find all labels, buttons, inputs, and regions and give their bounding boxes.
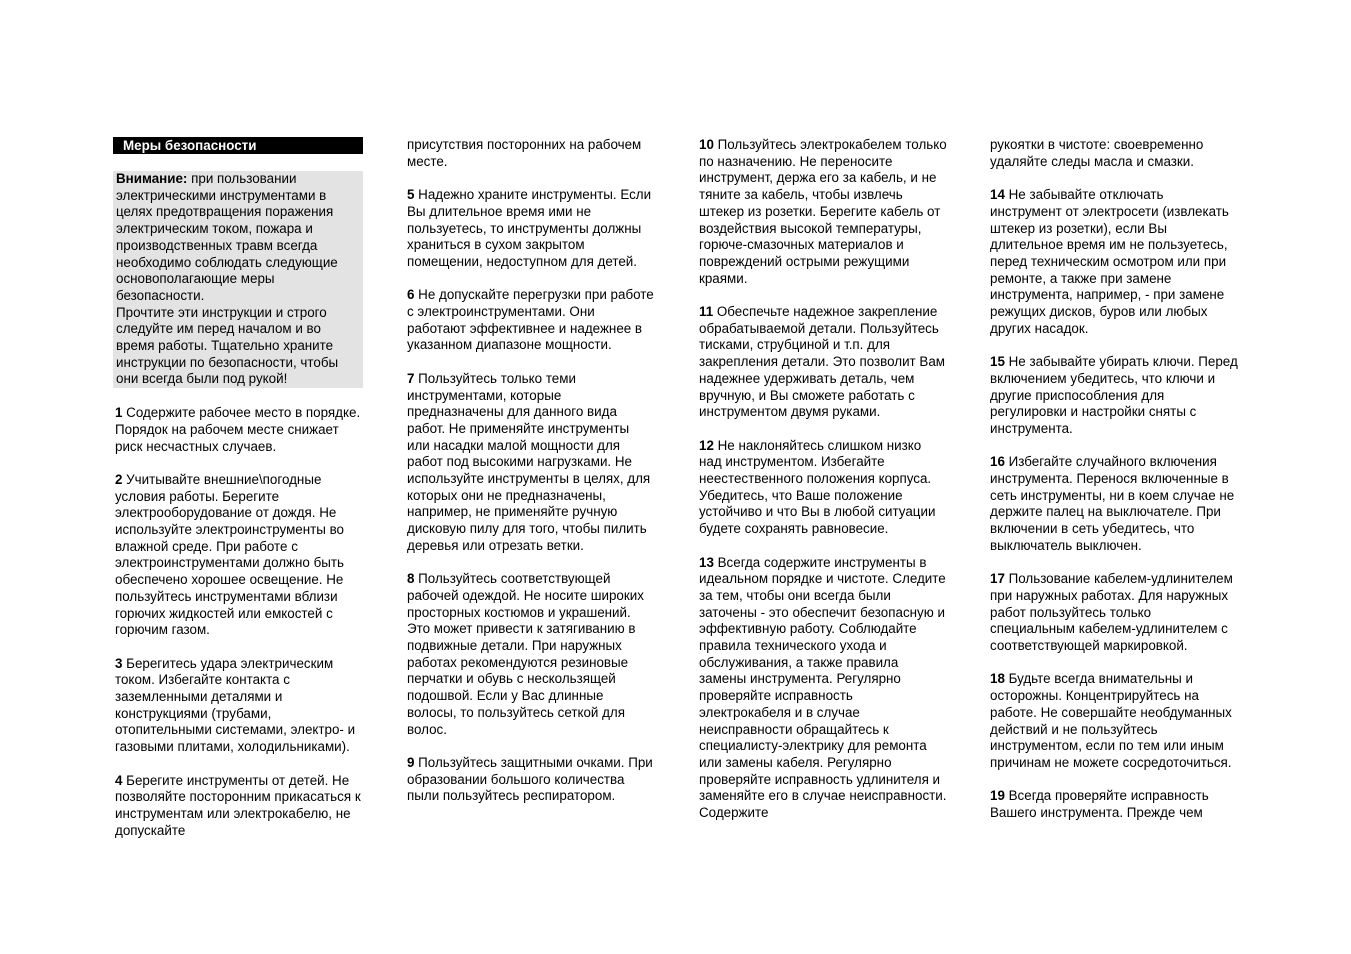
item-number: 2 (115, 471, 123, 487)
item-text: Пользуйтесь только теми инструментами, которые предназначены для данного вида работ. Не применяйте инструменты или насадки малой мощности для работ под высокими нагрузками. Не используйте инструменты в целях, для которых они не предназначены, например, не применяйте ручную дисковую пилу для того, чтобы пилить деревья или отрезать ветки. (407, 370, 651, 553)
safety-item-13-continued (988, 137, 1238, 170)
safety-item-1 (113, 405, 363, 455)
item-text: Пользуйтесь соответствующей рабочей одеждой. Не носите широких просторных костюмов и украшений. Это может привести к затягиванию в подвижные детали. При наружных работах рекомендуются резиновые перчатки и обувь с нескользящей подошвой. Если у Вас длинные волосы, то пользуйтесь сеткой для волос. (407, 571, 644, 737)
safety-item-2 (113, 472, 363, 639)
warning-paragraph (116, 171, 360, 305)
item-number: 6 (407, 287, 415, 303)
item-number: 18 (990, 671, 1005, 687)
item-text: Пользуйтесь электрокабелем только по назначению. Не переносите инструмент, держа его за кабель, и не тяните за кабель, чтобы извлечь штекер из розетки. Берегите кабель от воздействия высокой температуры, горюче-смазочных материалов и повреждений острыми режущими краями. (699, 137, 947, 286)
safety-item-3 (113, 656, 363, 756)
section-title: Меры безопасности (113, 137, 363, 154)
column-1 (113, 137, 363, 856)
item-number: 11 (699, 304, 714, 320)
item-number: 4 (115, 772, 123, 788)
safety-item-9 (405, 755, 655, 805)
safety-item-5 (405, 187, 655, 271)
item-text: присутствия посторонних на рабочем месте. (407, 137, 642, 169)
item-text: Содержите рабочее место в порядке. Порядок на рабочем месте снижает риск несчастных случаев. (115, 405, 361, 454)
column-4 (988, 137, 1238, 838)
item-number: 3 (115, 655, 123, 671)
item-text: Обеспечьте надежное закрепление обрабатываемой детали. Пользуйтесь тисками, струбциной и т.п. для закрепления детали. Это позволит Вам надежнее удерживать деталь, чем вручную, и Вы сможете работать с инструментом двумя руками. (699, 304, 945, 420)
item-number: 16 (990, 454, 1005, 470)
safety-item-13 (697, 555, 947, 822)
item-text: Надежно храните инструменты. Если Вы длительное время ими не пользуетесь, то инструменты должны храниться в сухом закрытом помещении, недоступном для детей. (407, 187, 652, 269)
safety-item-15 (988, 354, 1238, 438)
safety-item-8 (405, 571, 655, 738)
safety-item-11 (697, 304, 947, 421)
item-number: 14 (990, 187, 1005, 203)
item-text: Берегитесь удара электрическим током. Избегайте контакта с заземленными деталями и конструкциями (трубами, отопительными системами, электро- и газовыми плитами, холодильниками). (115, 655, 356, 755)
column-3 (697, 137, 947, 838)
item-text: Всегда содержите инструменты в идеальном порядке и чистоте. Следите за тем, чтобы они всегда были заточены - это обеспечит безопасную и эффективную работу. Соблюдайте правила технического ухода и обслуживания, а также правила замены инструмента. Регулярно проверяйте исправность электрокабеля и в случае неисправности обращайтесь к специалисту-электрику для ремонта или замены кабеля. Регулярно проверяйте исправность удлинителя и заменяйте его в случае неисправности. Содержите (699, 554, 947, 821)
item-number: 15 (990, 354, 1005, 370)
safety-item-4-continued (405, 137, 655, 170)
warning-text: при пользовании электрическими инструментами в целях предотвращения поражения электрическим током, пожара и производственных травм всегда необходимо соблюдать следующие основополагающие меры безопасности. (116, 171, 338, 303)
item-text: Будьте всегда внимательны и осторожны. Концентрируйтесь на работе. Не совершайте необдуманных действий и не пользуйтесь инструментом, если по тем или иным причинам не можете сосредоточиться. (990, 671, 1232, 770)
safety-item-19 (988, 788, 1238, 821)
safety-item-12 (697, 438, 947, 538)
item-text: Пользование кабелем-удлинителем при наружных работах. Для наружных работ пользуйтесь только специальным кабелем-удлинителем с соответствующей маркировкой. (990, 571, 1233, 654)
item-number: 12 (699, 437, 714, 453)
safety-item-17 (988, 571, 1238, 655)
item-number: 9 (407, 754, 415, 770)
item-text: Всегда проверяйте исправность Вашего инструмента. Прежде чем (990, 788, 1209, 821)
safety-item-14 (988, 187, 1238, 337)
item-number: 17 (990, 571, 1005, 587)
item-text: рукоятки в чистоте: своевременно удаляйте следы масла и смазки. (990, 137, 1204, 169)
safety-item-4 (113, 773, 363, 840)
item-text: Избегайте случайного включения инструмента. Перенося включенные в сеть инструменты, ни в коем случае не держите палец на выключателе. При включении в сеть убедитесь, что выключатель выключен. (990, 454, 1235, 553)
item-number: 1 (115, 405, 123, 421)
safety-item-16 (988, 454, 1238, 554)
item-number: 19 (990, 788, 1005, 804)
item-text: Не допускайте перегрузки при работе с электроинструментами. Они работают эффективнее и надежнее в указанном диапазоне мощности. (407, 287, 654, 353)
item-text: Не забывайте отключать инструмент от электросети (извлекать штекер из розетки), если Вы длительное время им не пользуетесь, перед техническим осмотром или при ремонте, а также при замене инструмента, например, - при замене режущих дисков, буров или любых других насадок. (990, 187, 1229, 336)
item-number: 13 (699, 554, 714, 570)
safety-item-18 (988, 671, 1238, 771)
item-number: 8 (407, 571, 415, 587)
column-2 (405, 137, 655, 822)
safety-item-10 (697, 137, 947, 287)
item-text: Не наклоняйтесь слишком низко над инструментом. Избегайте неестественного положения корпуса. Убедитесь, что Ваше положение устойчиво и что Вы в любой ситуации будете сохранять равновесие. (699, 437, 936, 537)
item-text: Берегите инструменты от детей. Не позволяйте посторонним прикасаться к инструментам или электрокабелю, не допускайте (115, 772, 361, 838)
warning-instructions: Прочтите эти инструкции и строго следуйте им перед началом и во время работы. Тщательно храните инструкции по безопасности, чтобы они всегда были под рукой! (116, 304, 339, 387)
warning-label: Внимание: (116, 171, 188, 186)
item-number: 7 (407, 370, 415, 386)
item-text: Учитывайте внешние\погодные условия работы. Берегите электрооборудование от дождя. Не используйте электроинструменты во влажной среде. При работе с электроинструментами должно быть обеспечено хорошее освещение. Не пользуйтесь инструментами вблизи горючих жидкостей или емкостей с горючим газом. (115, 471, 344, 638)
item-text: Пользуйтесь защитными очками. При образовании большого количества пыли пользуйтесь респиратором. (407, 754, 653, 804)
warning-box (113, 171, 363, 388)
item-number: 10 (699, 137, 714, 152)
item-number: 5 (407, 187, 415, 203)
item-text: Не забывайте убирать ключи. Перед включением убедитесь, что ключи и другие приспособления для регулировки и настройки сняты с инструмента. (990, 354, 1238, 436)
safety-item-7 (405, 371, 655, 555)
safety-item-6 (405, 287, 655, 354)
